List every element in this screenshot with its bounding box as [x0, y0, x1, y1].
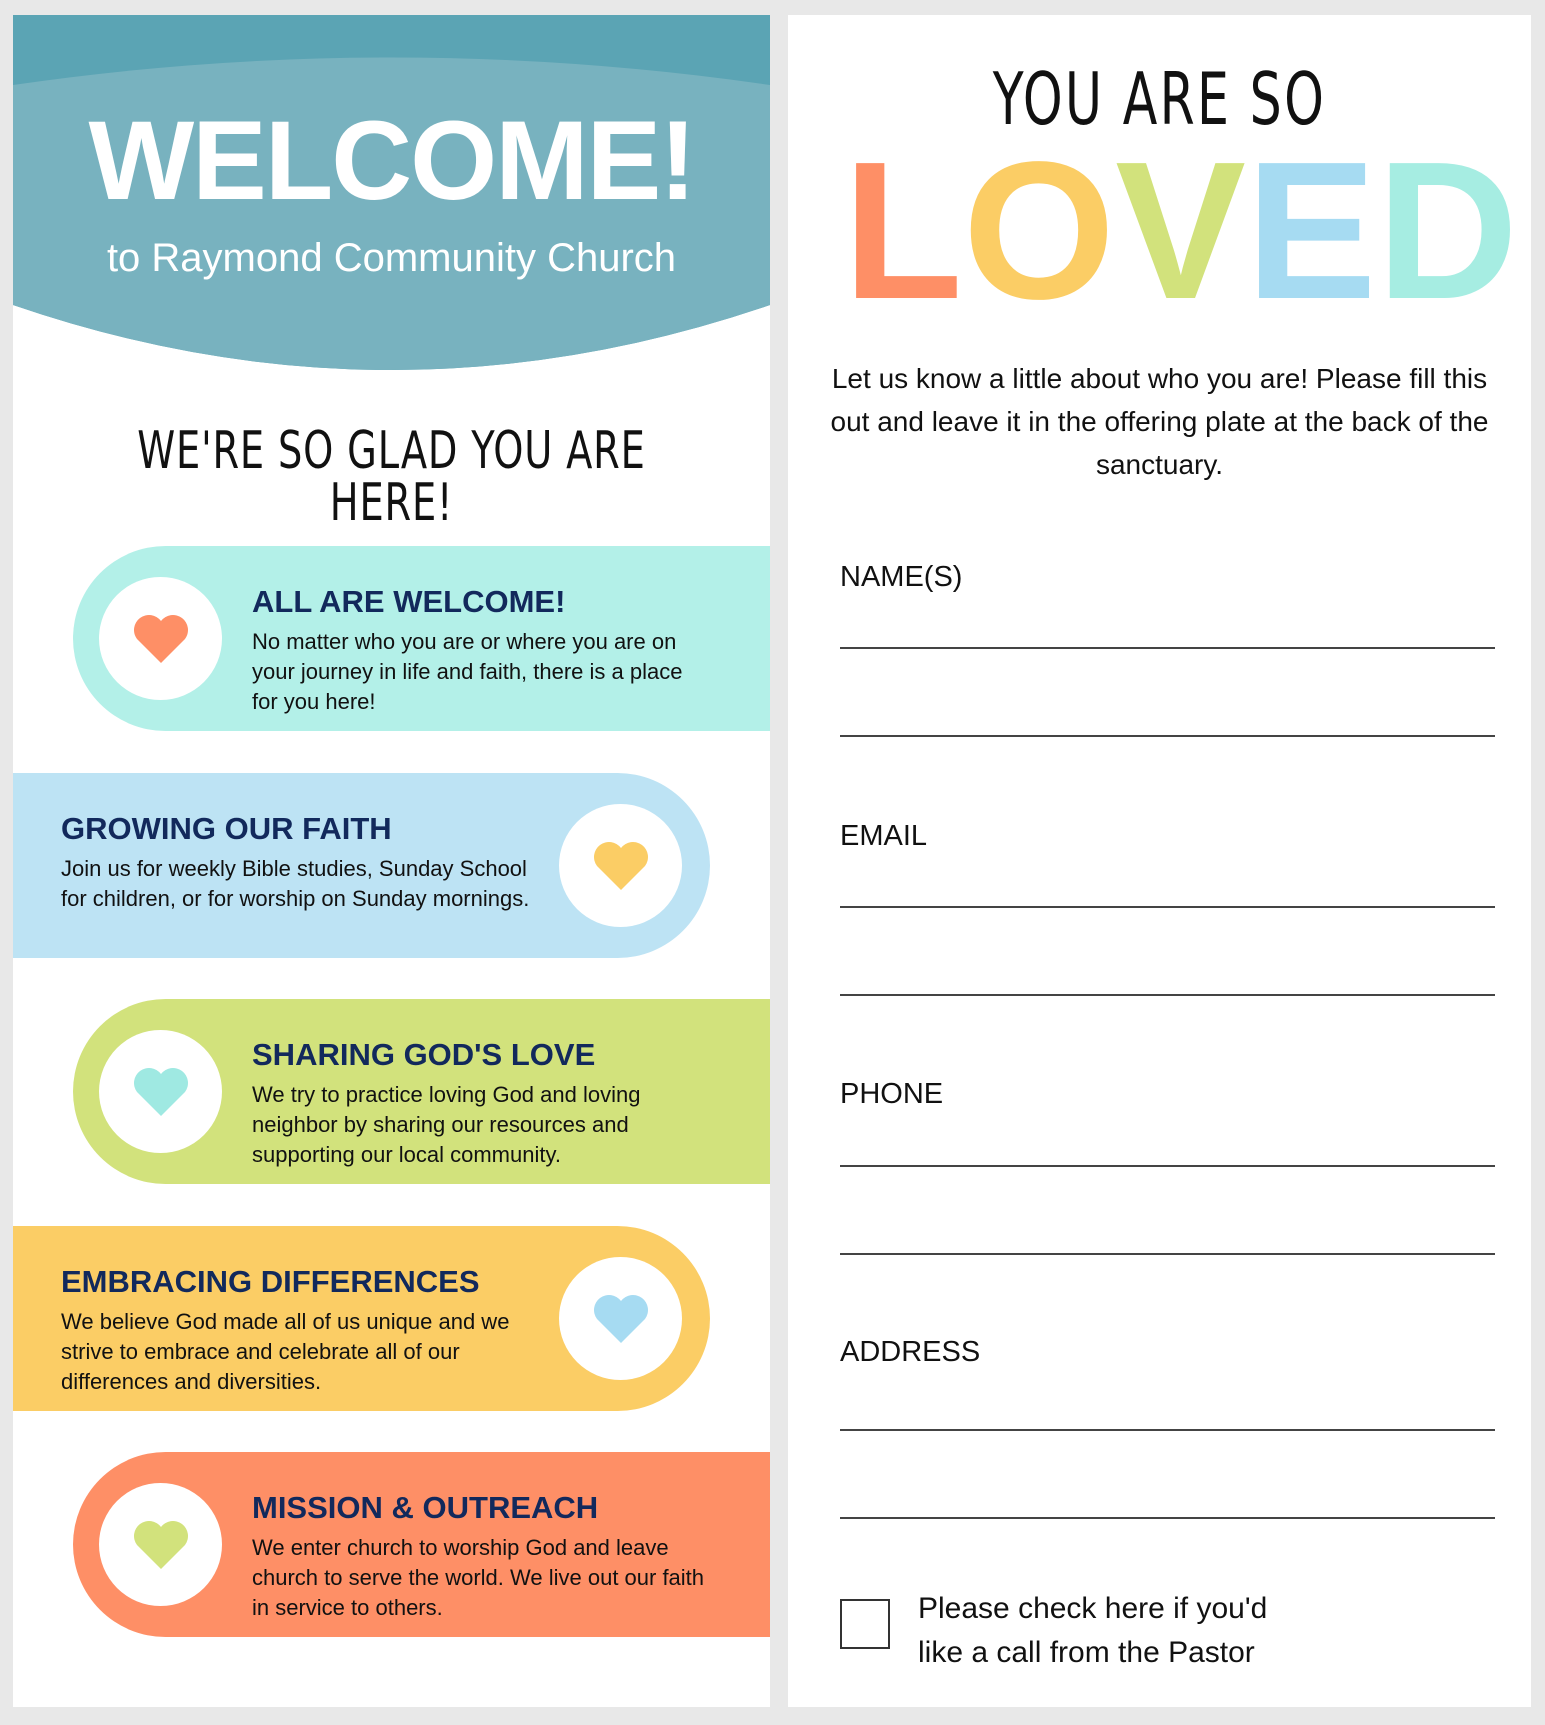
card-body: We believe God made all of us unique and we strive to embrace and celebrate all of our differences and diversities. — [61, 1309, 510, 1394]
card-body: We try to practice loving God and loving neighbor by sharing our resources and supporting our local community. — [252, 1082, 641, 1167]
pastor-call-label-line-1: Please check here if you'd — [918, 1592, 1268, 1625]
card-title: EMBRACING DIFFERENCES — [61, 1264, 480, 1299]
card-body: Join us for weekly Bible studies, Sunday School for children, or for worship on Sunday mornings. — [61, 856, 530, 911]
intro-text: Let us know a little about who you are! Please fill this out and leave it in the offering plate at the back of the sanctuary. — [830, 363, 1489, 480]
phone-line-1[interactable] — [840, 1165, 1495, 1167]
phone-label: PHONE — [840, 1078, 944, 1110]
card-title: ALL ARE WELCOME! — [252, 584, 566, 619]
left-panel — [13, 15, 770, 1707]
names-line-1[interactable] — [840, 647, 1495, 649]
address-line-1[interactable] — [840, 1429, 1495, 1431]
heart-icon — [592, 840, 650, 892]
heart-icon-circle — [99, 1483, 222, 1606]
heading-loved — [843, 121, 1519, 340]
card-growing-our-faith — [13, 773, 710, 958]
heart-icon — [592, 1293, 650, 1345]
heart-icon — [132, 613, 190, 665]
card-mission-outreach — [73, 1452, 770, 1637]
heart-icon-circle — [99, 1030, 222, 1153]
email-line-1[interactable] — [840, 906, 1495, 908]
card-embracing-differences — [13, 1226, 710, 1411]
card-title: SHARING GOD'S LOVE — [252, 1037, 596, 1072]
pastor-call-checkbox[interactable] — [840, 1599, 890, 1649]
loved-letter-d: D — [1376, 121, 1519, 340]
loved-letter-v: V — [1115, 121, 1246, 340]
card-all-are-welcome — [73, 546, 770, 731]
card-title: GROWING OUR FAITH — [61, 811, 392, 846]
heart-icon-circle — [559, 1257, 682, 1380]
heading-you-are-so: YOU ARE SO — [992, 57, 1327, 141]
loved-letter-l: L — [843, 121, 963, 340]
address-label: ADDRESS — [840, 1336, 981, 1368]
heart-icon — [132, 1519, 190, 1571]
email-label: EMAIL — [840, 820, 928, 852]
heart-icon-circle — [559, 804, 682, 927]
loved-letter-e: E — [1245, 121, 1377, 340]
card-title: MISSION & OUTREACH — [252, 1490, 599, 1525]
card-body: No matter who you are or where you are on your journey in life and faith, there is a place for you here! — [252, 629, 683, 714]
heart-icon-circle — [99, 577, 222, 700]
right-panel — [788, 15, 1531, 1707]
welcome-subtitle: to Raymond Community Church — [106, 236, 677, 280]
phone-line-2[interactable] — [840, 1253, 1495, 1255]
address-line-2[interactable] — [840, 1517, 1495, 1519]
tagline: WE'RE SO GLAD YOU ARE HERE! — [137, 421, 646, 533]
email-line-2[interactable] — [840, 994, 1495, 996]
names-label: NAME(S) — [840, 561, 963, 593]
loved-letter-o: O — [962, 121, 1116, 340]
card-sharing-gods-love — [73, 999, 770, 1184]
names-line-2[interactable] — [840, 735, 1495, 737]
welcome-title: WELCOME! — [88, 98, 695, 223]
pastor-call-label — [918, 1587, 1318, 1675]
card-body: We enter church to worship God and leave church to serve the world. We live out our faith in service to others. — [252, 1535, 705, 1620]
heart-icon — [132, 1066, 190, 1118]
pastor-call-label-line-2: like a call from the Pastor — [918, 1636, 1255, 1669]
